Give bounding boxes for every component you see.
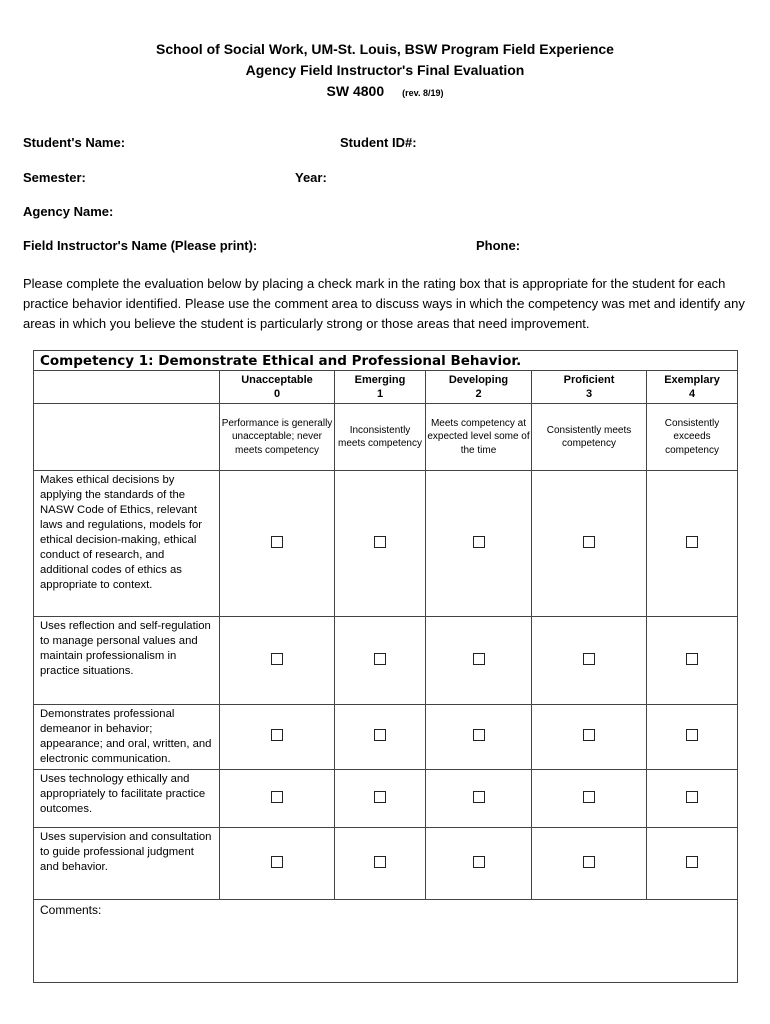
rating-desc-emerging: Inconsistently meets competency (335, 404, 426, 471)
checkbox-developing[interactable] (473, 536, 485, 548)
comments-label: Comments: (40, 903, 102, 917)
behavior-row (34, 705, 738, 770)
competency-title: Competency 1: Demonstrate Ethical and Professional Behavior. (34, 351, 738, 371)
behavior-text: Uses supervision and consultation to guide professional judgment and behavior. (34, 828, 220, 900)
rating-desc-exemplary: Consistently exceeds competency (647, 404, 738, 471)
year-label: Year: (295, 170, 327, 185)
rating-header-exemplary: Exemplary 4 (647, 371, 738, 404)
semester-label: Semester: (23, 170, 86, 185)
rating-header-unacceptable: Unacceptable 0 (220, 371, 335, 404)
checkbox-unacceptable[interactable] (271, 791, 283, 803)
checkbox-exemplary[interactable] (686, 791, 698, 803)
student-id-label: Student ID#: (340, 135, 417, 150)
checkbox-exemplary[interactable] (686, 856, 698, 868)
description-blank-cell (34, 404, 220, 471)
checkbox-emerging[interactable] (374, 729, 386, 741)
behavior-row (34, 617, 738, 705)
rating-desc-developing: Meets competency at expected level some of the time (426, 404, 532, 471)
behavior-text: Uses technology ethically and appropriately to facilitate practice outcomes. (34, 770, 220, 828)
phone-label: Phone: (476, 238, 521, 253)
behavior-text: Uses reflection and self-regulation to manage personal values and maintain professionalism in practice situations. (34, 617, 220, 705)
checkbox-proficient[interactable] (583, 536, 595, 548)
rating-desc-unacceptable: Performance is generally unacceptable; never meets competency (220, 404, 335, 471)
checkbox-emerging[interactable] (374, 856, 386, 868)
behavior-row (34, 471, 738, 617)
checkbox-proficient[interactable] (583, 791, 595, 803)
checkbox-proficient[interactable] (583, 729, 595, 741)
competency-evaluation-table (33, 350, 738, 983)
revision-date: (rev. 8/19) (402, 88, 444, 98)
comments-area[interactable] (34, 900, 738, 983)
course-number: SW 4800 (326, 83, 385, 99)
rating-desc-proficient: Consistently meets competency (532, 404, 647, 471)
checkbox-unacceptable[interactable] (271, 536, 283, 548)
instructions-paragraph: Please complete the evaluation below by placing a check mark in the rating box that is appropriate for the student for each practice behavior identified. Please use the comment area to discuss ways in which the competency was met and identify any areas in which you believe the student is particularly strong or those areas that need improvement. (23, 276, 745, 331)
rating-header-emerging: Emerging 1 (335, 371, 426, 404)
checkbox-unacceptable[interactable] (271, 729, 283, 741)
header-blank-cell (34, 371, 220, 404)
field-instructor-label: Field Instructor's Name (Please print): (23, 238, 258, 253)
rating-header-row (34, 371, 738, 404)
agency-name-label: Agency Name: (23, 204, 114, 219)
rating-header-proficient: Proficient 3 (532, 371, 647, 404)
checkbox-emerging[interactable] (374, 791, 386, 803)
rating-description-row (34, 404, 738, 471)
checkbox-exemplary[interactable] (686, 653, 698, 665)
checkbox-unacceptable[interactable] (271, 653, 283, 665)
checkbox-emerging[interactable] (374, 536, 386, 548)
behavior-text: Demonstrates professional demeanor in behavior; appearance; and oral, written, and electronic communication. (34, 705, 220, 770)
form-title-course (0, 83, 770, 99)
checkbox-developing[interactable] (473, 856, 485, 868)
behavior-row (34, 770, 738, 828)
checkbox-proficient[interactable] (583, 653, 595, 665)
checkbox-proficient[interactable] (583, 856, 595, 868)
form-title-evaluation: Agency Field Instructor's Final Evaluation (245, 62, 525, 78)
behavior-text: Makes ethical decisions by applying the standards of the NASW Code of Ethics, relevant laws and regulations, models for ethical decision-making, ethical conduct of research, and additional codes of ethics as appropriate to context. (34, 471, 220, 617)
behavior-row (34, 828, 738, 900)
checkbox-emerging[interactable] (374, 653, 386, 665)
checkbox-exemplary[interactable] (686, 536, 698, 548)
checkbox-exemplary[interactable] (686, 729, 698, 741)
rating-header-developing: Developing 2 (426, 371, 532, 404)
checkbox-developing[interactable] (473, 791, 485, 803)
checkbox-developing[interactable] (473, 653, 485, 665)
student-name-label: Student's Name: (23, 135, 126, 150)
checkbox-developing[interactable] (473, 729, 485, 741)
checkbox-unacceptable[interactable] (271, 856, 283, 868)
form-title-school: School of Social Work, UM-St. Louis, BSW Program Field Experience (156, 41, 614, 57)
